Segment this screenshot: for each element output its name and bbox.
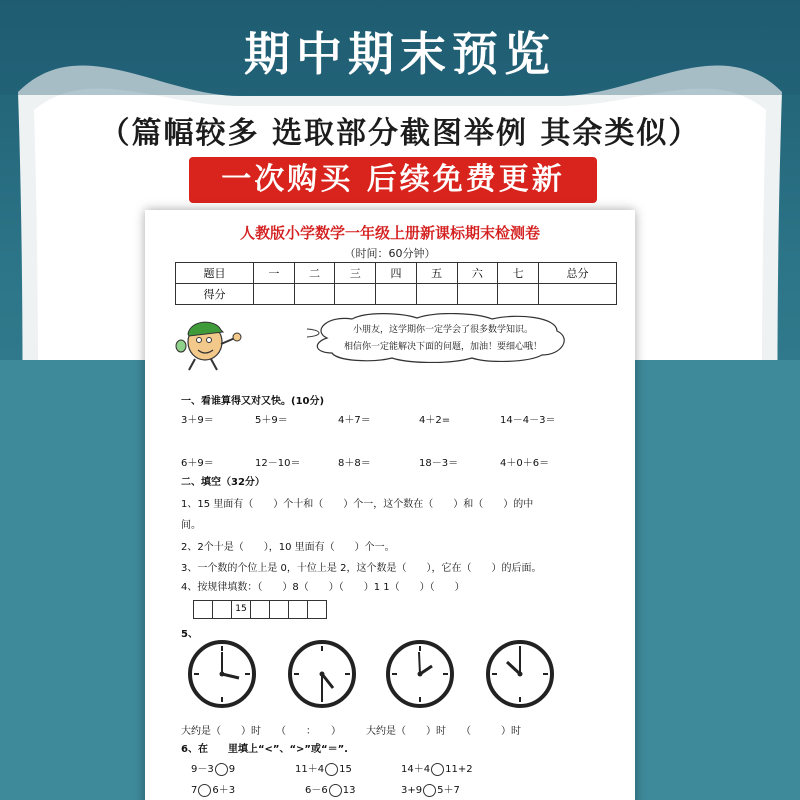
page-title: 期中期末预览 <box>244 27 556 81</box>
compare-left: 3+9 <box>401 785 423 796</box>
exam-title: 人教版小学数学一年级上册新课标期末检测卷 <box>239 224 540 242</box>
score-cell <box>538 284 616 305</box>
speech-line-2: 相信你一定能解决下面的问题，加油！要细心哦！ <box>343 342 542 352</box>
score-header-cell: 总分 <box>538 263 616 284</box>
score-cell <box>335 284 376 305</box>
compare-circle[interactable] <box>431 763 444 776</box>
page-subtitle: （篇幅较多 选取部分截图举例 其余类似） <box>99 116 701 151</box>
score-cell <box>376 284 417 305</box>
compare-circle[interactable] <box>423 784 436 797</box>
compare-item <box>191 760 235 776</box>
score-header-cell: 六 <box>457 263 498 284</box>
compare-right: 13 <box>342 785 356 796</box>
score-row-label: 得分 <box>176 284 254 305</box>
compare-item <box>305 781 355 797</box>
sequence-box <box>193 600 213 619</box>
score-cell <box>294 284 335 305</box>
compare-item <box>295 760 352 776</box>
score-header-cell: 四 <box>376 263 417 284</box>
compare-left: 14＋4 <box>401 764 431 775</box>
compare-circle[interactable] <box>198 784 211 797</box>
fill-question-3: 3、一个数的个位上是 0，十位上是 2，这个数是（ ），它在（ ）的后面。 <box>181 563 542 574</box>
section2-heading: 二、填空（32分） <box>181 477 265 488</box>
compare-left: 7 <box>191 785 198 796</box>
calc-item: 3＋9＝ <box>181 415 214 426</box>
speech-line-1: 小朋友，这学期你一定学会了很多数学知识。 <box>352 325 533 335</box>
calc-item: 6＋9＝ <box>181 458 214 469</box>
sequence-box <box>307 600 327 619</box>
compare-right: 5＋7 <box>437 785 460 796</box>
calc-item: 12－10＝ <box>255 458 301 469</box>
calc-item: 18－3＝ <box>419 458 459 469</box>
score-header-cell: 二 <box>294 263 335 284</box>
clock-icon <box>187 640 257 708</box>
compare-circle[interactable] <box>325 763 338 776</box>
sequence-box <box>269 600 289 619</box>
clock-icon <box>385 640 455 708</box>
fill-question-4: 4、按规律填数：（ ）8（ ）（ ）1 1（ ）（ ） <box>181 582 465 593</box>
calc-item: 4＋7＝ <box>338 415 371 426</box>
score-cell <box>416 284 457 305</box>
score-header-cell: 七 <box>498 263 539 284</box>
score-table <box>175 262 617 305</box>
fill-question-1-cont: 间。 <box>181 520 201 531</box>
sequence-boxes <box>193 600 326 619</box>
compare-item <box>401 781 460 797</box>
compare-right: 11+2 <box>445 764 473 775</box>
fill-question-5: 5、 <box>181 629 198 640</box>
sequence-box <box>250 600 270 619</box>
clock-icon <box>287 640 357 708</box>
exam-paper <box>145 210 635 800</box>
compare-right: 15 <box>339 764 352 775</box>
clock-icon <box>485 640 555 708</box>
section1-heading: 一、看谁算得又对又快。(10分) <box>181 396 325 407</box>
compare-right: 6＋3 <box>212 785 236 796</box>
compare-item <box>191 781 235 797</box>
score-table-score-row <box>176 284 617 305</box>
sequence-box <box>212 600 232 619</box>
clock-answers: 大约是（ ）时 （ ： ） 大约是（ ）时 （ ）时 <box>181 726 521 737</box>
sequence-box <box>288 600 308 619</box>
calc-item: 14－4－3＝ <box>500 415 556 426</box>
calc-item: 4＋2= <box>419 415 451 426</box>
compare-circle[interactable] <box>215 763 228 776</box>
compare-left: 9－3 <box>191 764 214 775</box>
fill-question-2: 2、2个十是（ ），10 里面有（ ）个一。 <box>181 542 395 553</box>
calc-item: 5＋9＝ <box>255 415 288 426</box>
compare-left: 6－6 <box>305 785 328 796</box>
speech-text <box>323 322 563 356</box>
compare-item <box>401 760 473 776</box>
section6-heading: 6、在 里填上“<”、“>”或“＝”. <box>181 744 348 755</box>
score-table-header-row <box>176 263 617 284</box>
promo-banner: 一次购买 后续免费更新 <box>189 157 597 203</box>
score-cell <box>254 284 295 305</box>
compare-left: 11＋4 <box>295 764 325 775</box>
compare-right: 9 <box>228 764 236 775</box>
score-header-cell: 五 <box>416 263 457 284</box>
calc-item: 8＋8＝ <box>338 458 371 469</box>
cartoon-kid-illustration <box>175 312 245 374</box>
score-cell <box>498 284 539 305</box>
score-header-cell: 一 <box>254 263 295 284</box>
score-header-cell: 三 <box>335 263 376 284</box>
compare-circle[interactable] <box>329 784 342 797</box>
exam-time: （时间：60分钟） <box>344 247 436 260</box>
calc-item: 4＋0＋6＝ <box>500 458 550 469</box>
score-header-cell: 题目 <box>176 263 254 284</box>
fill-question-1: 1、15 里面有（ ）个十和（ ）个一，这个数在（ ）和（ ）的中 <box>181 499 534 510</box>
sequence-box: 15 <box>231 600 251 619</box>
score-cell <box>457 284 498 305</box>
